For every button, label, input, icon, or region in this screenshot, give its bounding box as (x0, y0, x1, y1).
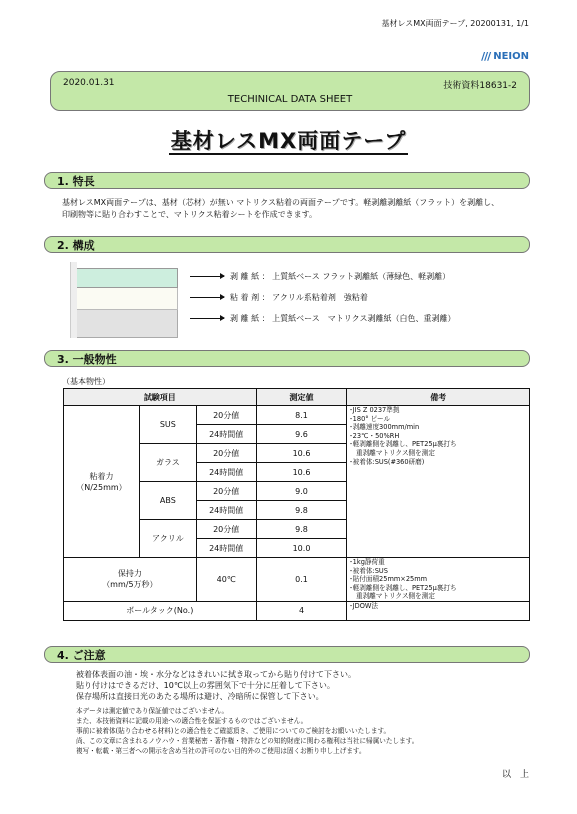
disclaimer-notes (76, 706, 536, 756)
header-value: 測定値 (256, 389, 347, 406)
condition-20min: 20分値 (196, 520, 256, 539)
logo-mark-icon: /// (481, 50, 491, 63)
end-mark: 以 上 (501, 770, 529, 780)
note-line: ･1kg静荷重 (349, 558, 385, 566)
properties-caption: （基本物性） (62, 377, 110, 386)
condition-20min: 20分値 (196, 406, 256, 425)
sheet-header-box (50, 71, 530, 111)
doc-date: 2020.01.31 (63, 78, 115, 88)
disclaimer-line: 事前に被着体(貼り合わせる材料)との適合性をご確認頂き、ご使用についてのご検討をお願いいたします。 (76, 727, 391, 735)
substrate-glass: ガラス (139, 444, 196, 482)
substrate-acrylic: アクリル (139, 520, 196, 558)
section-heading-cautions: 4. ご注意 (44, 646, 530, 663)
note-line: ･被着体:SUS (349, 566, 388, 575)
adhesion-label-line-1: 粘着力 (89, 471, 114, 481)
composition-item-2 (190, 292, 368, 303)
caution-list (76, 669, 532, 702)
composition-label-3: 剥 離 紙 ： 上質紙ベース マトリクス剥離紙（白色、重剥離） (230, 314, 456, 323)
substrate-sus: SUS (139, 406, 196, 444)
note-line: 重剥離マトリクス側を測定 (349, 592, 435, 601)
holding-temp: 40℃ (196, 558, 256, 602)
holding-label-line-2: （mm/5万秒） (102, 580, 158, 590)
note-line: ･貼付面積25mm×25mm (349, 575, 428, 584)
caution-line: 保存場所は直接日光のあたる場所は避け、冷暗所に保管して下さい。 (76, 692, 324, 701)
note-line: 重剥離マトリクス側を測定 (349, 448, 435, 457)
caution-line: 被着体表面の油・埃・水分などはきれいに拭き取ってから貼り付けて下さい。 (76, 670, 356, 679)
properties-table (63, 388, 530, 621)
value-cell: 10.6 (256, 463, 347, 482)
disclaimer-line: また、本技術資料に記載の用途への適合性を保証するものではございません。 (76, 717, 308, 725)
value-cell: 10.0 (256, 539, 347, 558)
layer-side-shade (70, 262, 77, 338)
holding-notes (347, 558, 530, 602)
layer-matrix-release-liner (76, 310, 178, 338)
header-test-item: 試験項目 (64, 389, 257, 406)
logo-text: NEION (493, 51, 529, 62)
note-line: ･被着体:SUS(#360研磨) (349, 457, 425, 466)
features-line-1: 基材レスMX両面テープは、基材（芯材）が無い マトリクス粘着の両面テープです。軽剥離剥離紙（フラット）を剥離し、 (62, 198, 500, 207)
composition-label-1: 剥 離 紙 ： 上質紙ベース フラット剥離紙（薄緑色、軽剥離） (230, 272, 451, 281)
tack-value: 4 (256, 601, 347, 620)
arrow-right-icon (190, 318, 224, 319)
disclaimer-line: 複写・転載・第三者への開示を含め当社の許可のない目的外のご使用は固くお断り申し上げます。 (76, 747, 366, 755)
tack-label: ボールタック(No.) (64, 601, 257, 620)
header-remarks: 備考 (347, 389, 530, 406)
company-logo (481, 50, 529, 63)
note-line: ･剥離速度300mm/min (349, 423, 420, 432)
page-title-text: 基材レスMX両面テープ (170, 129, 407, 153)
condition-24h: 24時間値 (196, 425, 256, 444)
condition-20min: 20分値 (196, 482, 256, 501)
adhesion-label (64, 406, 140, 558)
composition-item-1 (190, 271, 450, 282)
note-line: ･180° ピール (349, 414, 391, 423)
page-title (0, 125, 577, 155)
value-cell: 9.8 (256, 501, 347, 520)
features-line-2: 印刷物等に貼り合わすことで、マトリクス粘着シートを作成できます。 (62, 210, 317, 219)
disclaimer-line: 本データは測定値であり保証値ではございません。 (76, 707, 229, 715)
sheet-label: TECHINICAL DATA SHEET (227, 94, 353, 105)
holding-label (64, 558, 197, 602)
adhesion-label-line-2: （N/25mm） (76, 482, 127, 492)
doc-number: 技術資料18631-2 (443, 81, 517, 91)
composition-item-3 (190, 313, 456, 324)
note-line: ･23℃・50%RH (349, 431, 400, 440)
value-cell: 9.6 (256, 425, 347, 444)
condition-24h: 24時間値 (196, 501, 256, 520)
arrow-right-icon (190, 297, 224, 298)
condition-24h: 24時間値 (196, 539, 256, 558)
holding-label-line-1: 保持力 (117, 569, 142, 579)
condition-24h: 24時間値 (196, 463, 256, 482)
value-cell: 9.0 (256, 482, 347, 501)
running-header: 基材レスMX両面テープ, 20200131, 1/1 (381, 19, 529, 28)
tack-note: ･JDOW法 (347, 601, 530, 620)
caution-line: 貼り付けはできるだけ、10℃以上の雰囲気下で十分に圧着して下さい。 (76, 681, 335, 690)
layer-adhesive (76, 288, 178, 310)
note-line: ･軽剥離側を剥離し、PET25μ裏打ち (349, 440, 457, 449)
adhesion-notes (347, 406, 530, 558)
section-heading-features: 1. 特長 (44, 172, 530, 189)
value-cell: 10.6 (256, 444, 347, 463)
value-cell: 9.8 (256, 520, 347, 539)
features-text (62, 197, 532, 221)
holding-value: 0.1 (256, 558, 347, 602)
section-heading-composition: 2. 構成 (44, 236, 530, 253)
condition-20min: 20分値 (196, 444, 256, 463)
disclaimer-line: 尚、この文章に含まれるノウハウ・営業秘密・著作権・特許などの知的財産に関わる権利は当社に帰属いたします。 (76, 737, 419, 745)
substrate-abs: ABS (139, 482, 196, 520)
layer-light-release-liner (76, 268, 178, 288)
note-line: ･JIS Z 0237準拠 (349, 406, 400, 414)
note-line: ･軽剥離側を剥離し、PET25μ裏打ち (349, 583, 457, 592)
section-heading-properties: 3. 一般物性 (44, 350, 530, 367)
arrow-right-icon (190, 276, 224, 277)
value-cell: 8.1 (256, 406, 347, 425)
composition-label-2: 粘 着 剤 ： アクリル系粘着剤 強粘着 (230, 293, 368, 302)
